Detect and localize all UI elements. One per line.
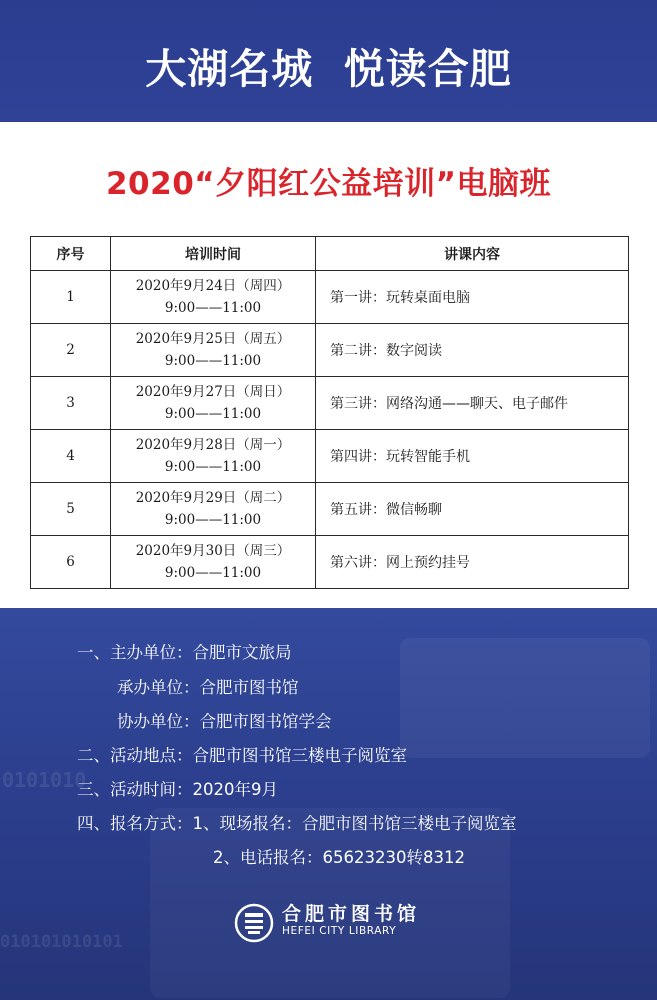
row-topic: 第三讲：网络沟通——聊天、电子邮件 [316,377,629,430]
info-time: 三、活动时间：2020年9月 [77,780,278,799]
table-row [31,271,629,324]
header-time: 培训时间 [111,237,316,271]
table-row [31,536,629,589]
row-time [111,536,316,589]
schedule-table [30,236,629,589]
row-time [111,377,316,430]
row-num: 1 [31,271,111,324]
row-hours: 9:00——11:00 [164,459,262,475]
row-hours: 9:00——11:00 [164,512,262,528]
top-banner [0,0,657,122]
info-host: 承办单位：合肥市图书馆 [117,678,299,697]
row-topic: 第一讲：玩转桌面电脑 [316,271,629,324]
row-time [111,483,316,536]
library-name-en: HEFEI CITY LIBRARY [282,925,397,937]
row-hours: 9:00——11:00 [164,353,262,369]
row-date: 2020年9月29日（周二） [135,490,291,506]
row-num: 3 [31,377,111,430]
decorative-binary: 0101010 [2,768,87,792]
row-topic: 第二讲：数字阅读 [316,324,629,377]
decorative-binary: 010101010101 [0,932,123,952]
decorative-screen [400,638,650,758]
row-date: 2020年9月24日（周四） [135,278,291,294]
table-row [31,377,629,430]
header-num: 序号 [31,237,111,271]
info-organizer: 一、主办单位：合肥市文旅局 [77,643,292,662]
row-date: 2020年9月25日（周五） [135,331,291,347]
row-num: 5 [31,483,111,536]
row-topic: 第四讲：玩转智能手机 [316,430,629,483]
table-row [31,324,629,377]
table-row [31,430,629,483]
row-num: 6 [31,536,111,589]
row-time [111,271,316,324]
event-title: 2020“夕阳红公益培训”电脑班 [105,166,552,202]
library-name-cn: 合肥市图书馆 [282,903,421,925]
row-date: 2020年9月28日（周一） [135,437,291,453]
library-emblem-icon [234,903,274,943]
info-location: 二、活动地点：合肥市图书馆三楼电子阅览室 [77,746,407,765]
row-topic: 第五讲：微信畅聊 [316,483,629,536]
header-topic: 讲课内容 [316,237,629,271]
row-hours: 9:00——11:00 [164,300,262,316]
info-panel [0,608,657,1000]
row-hours: 9:00——11:00 [164,565,262,581]
row-date: 2020年9月30日（周三） [135,543,291,559]
table-row [31,483,629,536]
table-header-row [31,237,629,271]
row-hours: 9:00——11:00 [164,406,262,422]
row-num: 4 [31,430,111,483]
info-signup-phone: 2、电话报名：65623230转8312 [213,848,465,867]
banner-title: 大湖名城 悦读合肥 [145,45,512,93]
row-date: 2020年9月27日（周日） [135,384,291,400]
row-time [111,430,316,483]
info-signup-onsite: 四、报名方式：1、现场报名：合肥市图书馆三楼电子阅览室 [77,814,517,833]
row-num: 2 [31,324,111,377]
row-time [111,324,316,377]
library-logo [234,897,421,947]
row-topic: 第六讲：网上预约挂号 [316,536,629,589]
info-co-organizer: 协办单位：合肥市图书馆学会 [117,712,332,731]
